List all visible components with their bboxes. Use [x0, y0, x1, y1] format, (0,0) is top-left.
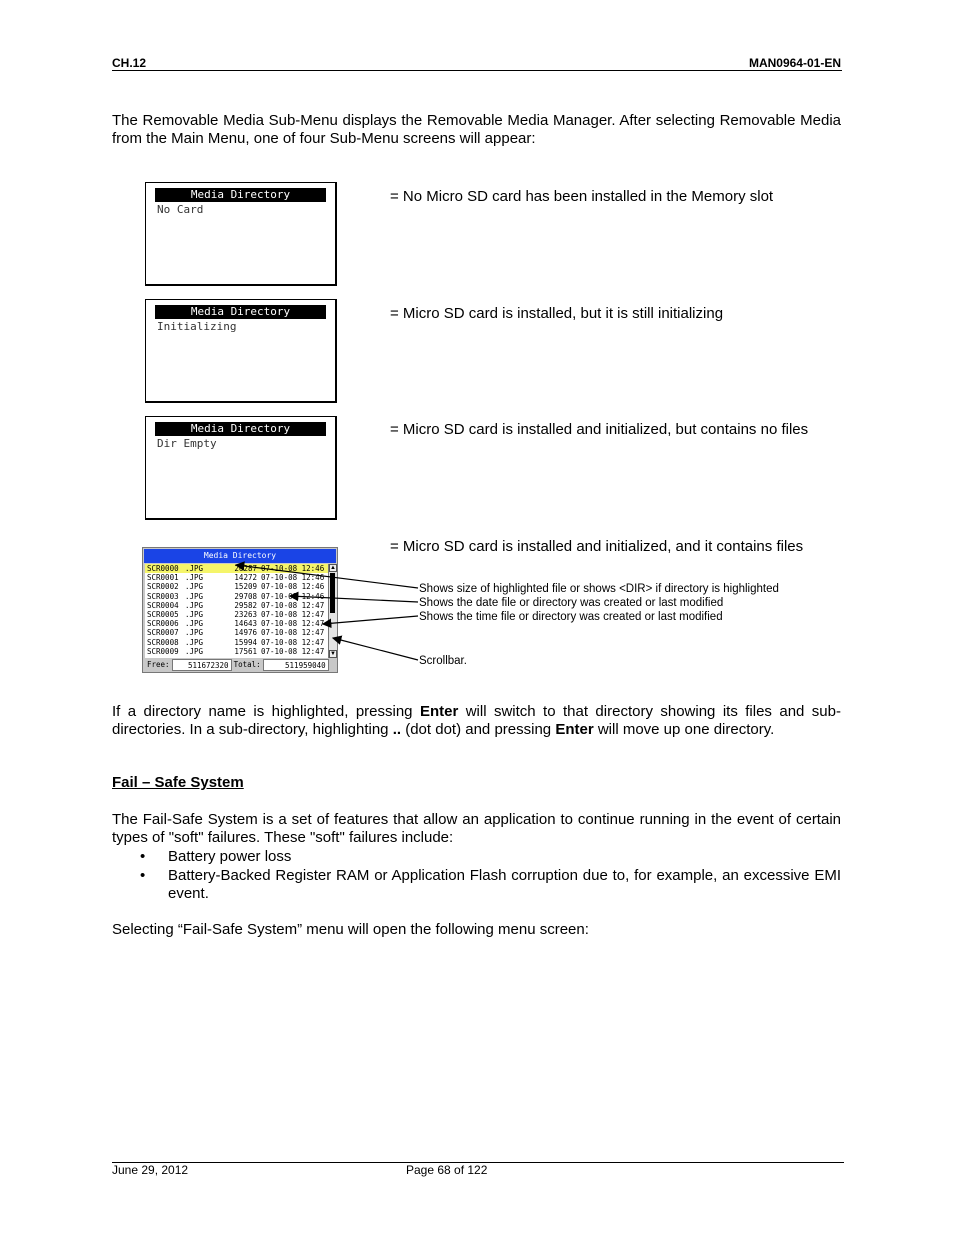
file-size: 29582	[234, 600, 257, 610]
scroll-down-arrow-icon[interactable]: ▼	[330, 651, 336, 657]
file-date: 07-10-08 12:47	[261, 609, 325, 619]
total-value: 511959040	[263, 659, 329, 671]
file-name: SCR0005	[147, 609, 179, 619]
file-size: 17561	[234, 646, 257, 656]
screen-description: = Micro SD card is installed and initialized, but contains no files	[390, 421, 809, 438]
file-name: SCR0009	[147, 646, 179, 656]
screen-title-bar: Media Directory	[155, 422, 326, 436]
file-extension: .JPG	[185, 600, 204, 610]
file-date: 07-10-08 12:46	[261, 591, 325, 601]
total-label: Total:	[233, 660, 261, 669]
annotation-date: Shows the date file or directory was created or last modified	[419, 597, 724, 609]
enter-key-text: Enter	[419, 703, 459, 720]
section-heading: Fail – Safe System	[112, 774, 244, 791]
file-extension: .JPG	[185, 564, 204, 573]
file-name: SCR0001	[147, 573, 179, 583]
annotation-scrollbar: Scrollbar.	[419, 655, 467, 667]
file-size: 14643	[234, 619, 257, 629]
arrow-size	[236, 565, 418, 588]
arrow-scrollbar	[333, 638, 418, 660]
directory-paragraph	[112, 703, 841, 739]
screen-title-bar: Media Directory	[155, 188, 326, 202]
screen-state-text: Dir Empty	[157, 437, 217, 450]
file-date: 07-10-08 12:46	[261, 564, 325, 573]
annotation-size: Shows size of highlighted file or shows <DIR> if directory is highlighted	[419, 583, 779, 595]
closing-paragraph: Selecting “Fail-Safe System” menu will open the following menu screen:	[112, 921, 589, 938]
file-date: 07-10-08 12:47	[261, 619, 325, 629]
document-id: MAN0964-01-EN	[748, 56, 841, 70]
file-size: 26287	[234, 564, 257, 573]
page-number: Page 68 of 122	[406, 1163, 488, 1177]
scroll-up-arrow-icon[interactable]: ▲	[330, 565, 336, 571]
screen-description: = No Micro SD card has been installed in the Memory slot	[390, 188, 774, 205]
file-extension: .JPG	[185, 628, 204, 638]
text-run: If a directory name is highlighted, pressing	[112, 703, 420, 720]
file-date: 07-10-08 12:47	[261, 646, 325, 656]
bullet-icon: •	[140, 867, 146, 884]
file-size: 29708	[234, 591, 257, 601]
file-name: SCR0006	[147, 619, 179, 629]
text-run: will switch to that directory showing its files and sub-directories. In a sub-directory, highlighting	[112, 703, 841, 738]
intro-paragraph: The Removable Media Sub-Menu displays the Removable Media Manager. After selecting Removable Media from the Main Menu, one of four Sub-Menu screens will appear:	[112, 112, 841, 147]
file-extension: .JPG	[185, 609, 204, 619]
text-run: will move up one directory.	[593, 721, 775, 738]
text-run: (dot dot) and pressing	[401, 721, 556, 738]
file-name: SCR0003	[147, 591, 179, 601]
file-extension: .JPG	[185, 646, 204, 656]
enter-key-text: Enter	[555, 721, 594, 738]
arrow-date	[290, 596, 418, 602]
file-extension: .JPG	[185, 637, 204, 647]
file-size: 23263	[234, 609, 257, 619]
file-extension: .JPG	[185, 591, 204, 601]
file-date: 07-10-08 12:47	[261, 628, 325, 638]
arrow-time	[323, 616, 418, 624]
file-date: 07-10-08 12:46	[261, 573, 325, 583]
bullet-item	[112, 848, 841, 866]
screen-state-text: No Card	[157, 203, 204, 216]
file-size: 15209	[234, 582, 257, 592]
bullet-icon: •	[140, 848, 146, 865]
failsafe-paragraph: The Fail-Safe System is a set of features that allow an application to continue running in the event of certain types of "soft" failures. These "soft" failures include:	[112, 811, 841, 846]
file-extension: .JPG	[185, 582, 204, 592]
file-name: SCR0008	[147, 637, 179, 647]
annotation-time: Shows the time file or directory was created or last modified	[419, 611, 723, 623]
free-label: Free:	[147, 660, 170, 669]
bullet-text: Battery-Backed Register RAM or Application Flash corruption due to, for example, an excessive EMI event.	[168, 867, 841, 902]
file-extension: .JPG	[185, 619, 204, 629]
screen-title-bar: Media Directory	[155, 305, 326, 319]
file-size: 14272	[234, 573, 257, 583]
files-screen-description: = Micro SD card is installed and initialized, and it contains files	[390, 538, 804, 555]
file-date: 07-10-08 12:46	[261, 582, 325, 592]
file-name: SCR0002	[147, 582, 179, 592]
screen-description: = Micro SD card is installed, but it is still initializing	[390, 305, 724, 322]
chapter-label: CH.12	[112, 56, 147, 70]
bullet-item	[112, 867, 841, 903]
file-extension: .JPG	[185, 573, 204, 583]
bullet-text: Battery power loss	[168, 848, 292, 865]
file-name: SCR0000	[147, 564, 179, 573]
media-directory-title: Media Directory	[144, 549, 336, 563]
screen-state-text: Initializing	[157, 320, 237, 333]
file-size: 15994	[234, 637, 257, 647]
footer-date: June 29, 2012	[112, 1163, 189, 1177]
file-date: 07-10-08 12:47	[261, 637, 325, 647]
file-date: 07-10-08 12:47	[261, 600, 325, 610]
dot-dot-text: ..	[392, 721, 402, 738]
file-size: 14976	[234, 628, 257, 638]
free-value: 511672320	[172, 659, 232, 671]
file-name: SCR0007	[147, 628, 179, 638]
file-name: SCR0004	[147, 600, 179, 610]
